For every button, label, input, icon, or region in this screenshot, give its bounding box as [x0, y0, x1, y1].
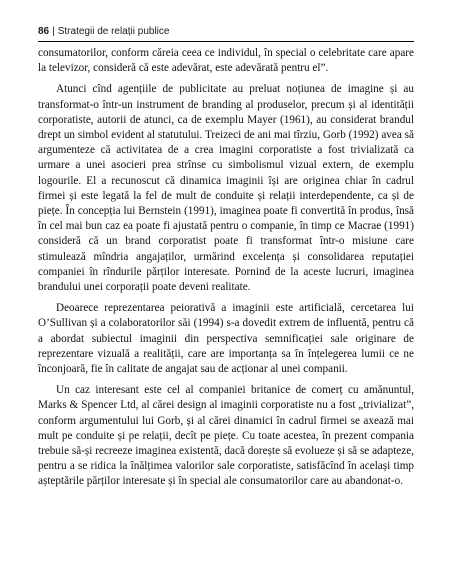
running-title: Strategii de relații publice	[57, 26, 170, 37]
page-number: 86	[38, 26, 50, 37]
paragraph-1: consumatorilor, conform căreia ceea ce individul, în special o celebritate care apare la televizor, consideră că este adevărat, este adevărată pentru el”.	[38, 47, 414, 75]
page-header	[38, 26, 414, 38]
paragraph-2: Atunci cînd agențiile de publicitate au preluat noțiunea de imagine și au transformat-o într-un instrument de branding al produselor, precum și al identității corporatiste, autorii de atunci, ca de exemplu Mayer (1961), au considerat brandul drept un simbol evident al statutului. Treizeci de ani mai tîrziu, Gorb (1992) avea să argumenteze că activitatea de a crea imagini corporatiste a fost trivializată ca urmare a unei asocieri prea strînse cu simbolismul vizual extern, de exemplu logourile. El a recunoscut că dinamica imaginii își are originea chiar în cadrul firmei și este legată la fel de mult de conduite și relații interdependente, ca și de piețe. În concepția lui Bernstein (1991), imaginea poate fi convertită în produs, însă în cel mai bun caz ea poate fi ajustată pentru o companie, în timp ce Macrae (1991) consideră că un brand corporatist poate fi transformat într-o misiune care stimulează mîndria angajaților, urmărind excelența și consolidarea reputației companiei în rîndurile părților interesate. Pornind de la aceste lucruri, imaginea brandului unei corporații poate deveni realitate.	[38, 83, 414, 294]
paragraph-3: Deoarece reprezentarea peiorativă a imaginii este artificială, cercetarea lui O’Sullivan și a colaboratorilor săi (1994) s-a dovedit extrem de influentă, pentru că a abordat subiectul imaginii din perspectiva semnificației sale originare de reprezentare vizuală a realității, care are importanța sa în înțelegerea lumii ce ne înconjoară, fie în calitate de angajat sau de acționar al unei companii.	[38, 302, 414, 376]
header-rule	[38, 41, 414, 42]
paragraph-4: Un caz interesant este cel al companiei britanice de comerț cu amănuntul, Marks & Spencer Ltd, al cărei design al imaginii corporatiste nu a fost „trivializat”, conform argumentului lui Gorb, și al cărei dinamici în cadrul firmei se axează mai mult pe conduite și pe relații, decît pe piețe. Cu toate acestea, în prezent compania trebuie să-și recreeze imaginea existentă, dacă dorește să evolueze și să se adapteze, pentru a se ridica la înălțimea valorilor sale corporatiste, satisfăcînd în același timp așteptările părților interesate și în special ale consumatorilor care au abandonat-o.	[38, 384, 414, 488]
header-separator: |	[52, 26, 55, 37]
body-text	[38, 46, 414, 490]
